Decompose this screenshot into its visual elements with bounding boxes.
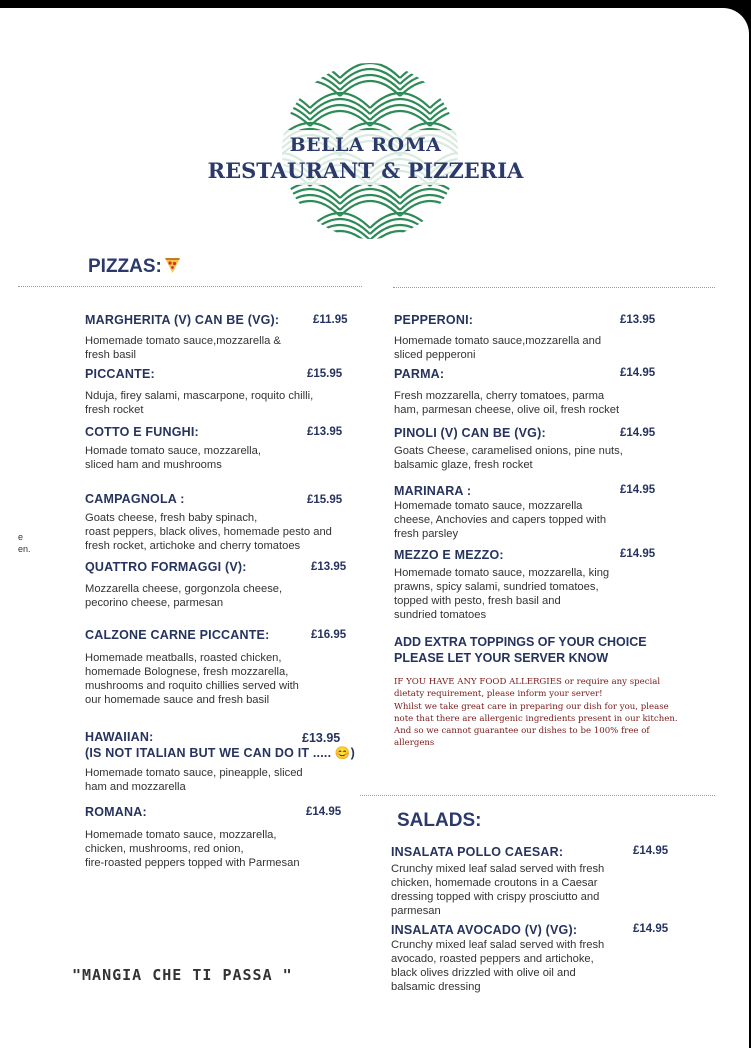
- extra-toppings-note: ADD EXTRA TOPPINGS OF YOUR CHOICE PLEASE LET YOUR SERVER KNOW: [394, 635, 647, 665]
- menu-item-desc: Homemade tomato sauce, pineapple, sliced ham and mozzarella: [85, 767, 303, 793]
- menu-item-desc: Homemade tomato sauce, mozzarella cheese, Anchovies and capers topped with fresh parsley: [394, 500, 607, 540]
- menu-item-name: CALZONE CARNE PICCANTE:: [85, 628, 270, 642]
- divider: [393, 287, 715, 288]
- menu-item-name: PICCANTE:: [85, 367, 155, 381]
- menu-item-price: £13.95: [311, 561, 347, 573]
- menu-item-desc: Crunchy mixed leaf salad served with fresh avocado, roasted peppers and artichoke, black olives drizzled with olive oil and balsamic dressing: [391, 939, 605, 993]
- pizza-icon: [164, 256, 181, 274]
- menu-item-price: £14.95: [620, 427, 656, 439]
- menu-item-name: CAMPAGNOLA :: [85, 492, 185, 506]
- menu-item-desc: Fresh mozzarella, cherry tomatoes, parma ham, parmesan cheese, olive oil, fresh rocket: [394, 390, 620, 416]
- menu-item-desc: Homemade meatballs, roasted chicken, homemade Bolognese, fresh mozzarella, mushrooms and roquito chillies served with our homemade sauce and fresh basil: [85, 652, 299, 706]
- motto: "MANGIA CHE TI PASSA ": [72, 966, 293, 984]
- menu-item-desc: Goats cheese, fresh baby spinach, roast peppers, black olives, homemade pesto and fresh rocket, artichoke and cherry tomatoes: [85, 512, 332, 552]
- menu-item-price: £15.95: [307, 368, 343, 380]
- edge-fragment: en.: [18, 544, 31, 554]
- menu-item-desc: Crunchy mixed leaf salad served with fresh chicken, homemade croutons in a Caesar dressing topped with crispy prosciutto and parmesan: [391, 863, 605, 917]
- menu-item-price: £15.95: [307, 494, 343, 506]
- menu-item-name: COTTO E FUNGHI:: [85, 425, 199, 439]
- menu-item-name: QUATTRO FORMAGGI (V):: [85, 560, 247, 574]
- menu-item-price: £14.95: [620, 548, 656, 560]
- menu-item-desc: Homemade tomato sauce,mozzarella and sliced pepperoni: [394, 335, 602, 361]
- brand-name: BELLA ROMA: [289, 134, 442, 156]
- menu-item-name: MARGHERITA (V) CAN BE (VG):: [85, 313, 280, 327]
- menu-item-price: £14.95: [620, 484, 656, 496]
- menu-item-desc: Homade tomato sauce, mozzarella, sliced ham and mushrooms: [85, 445, 261, 471]
- menu-item-price: £16.95: [311, 629, 347, 641]
- menu-item-price: £13.95: [307, 426, 343, 438]
- menu-item-name: INSALATA POLLO CAESAR:: [391, 845, 564, 859]
- edge-fragment: e: [18, 532, 24, 542]
- menu-item-name: MARINARA :: [394, 484, 472, 498]
- menu-item-desc: Nduja, firey salami, mascarpone, roquito chilli, fresh rocket: [85, 390, 314, 416]
- menu-item-name: MEZZO E MEZZO:: [394, 548, 504, 562]
- salads-heading: SALADS:: [397, 810, 482, 831]
- menu-item-desc: Homemade tomato sauce, mozzarella, king prawns, spicy salami, sundried tomatoes, topped with pesto, fresh basil and sundried tomatoes: [394, 567, 610, 621]
- menu-item-price: £13.95: [620, 314, 656, 326]
- allergy-notice: IF YOU HAVE ANY FOOD ALLERGIES or require any special dietaty requirement, please inform your server! Whilst we take great care in preparing our dish for you, please note that there are allergenic ingredients present in our kitchen. And so we cannot guarantee our dishes to be 100% free of allergens: [394, 677, 678, 749]
- brand-subtitle: RESTAURANT & PIZZERIA: [207, 158, 524, 183]
- menu-item-desc: Homemade tomato sauce,mozzarella & fresh basil: [85, 335, 281, 361]
- menu-item-price: £14.95: [633, 845, 669, 857]
- menu-item-name: INSALATA AVOCADO (V) (VG):: [391, 923, 578, 937]
- pizzas-heading: PIZZAS:: [88, 256, 181, 278]
- menu-item-price: £11.95: [313, 314, 348, 326]
- divider: [360, 795, 715, 796]
- menu-item-name: ROMANA:: [85, 805, 147, 819]
- menu-item-note: (IS NOT ITALIAN BUT WE CAN DO IT ..... 😊): [85, 746, 356, 760]
- divider: [18, 286, 362, 287]
- menu-item-name: HAWAIIAN:: [85, 730, 154, 744]
- menu-item-name: PARMA:: [394, 367, 445, 381]
- menu-item-price: £14.95: [306, 806, 342, 818]
- menu-item-price: £14.95: [620, 367, 656, 379]
- menu-item-name: PEPPERONI:: [394, 313, 474, 327]
- menu-item-price: £13.95: [302, 731, 341, 745]
- menu-item-desc: Mozzarella cheese, gorgonzola cheese, pecorino cheese, parmesan: [85, 583, 283, 609]
- menu-item-desc: Homemade tomato sauce, mozzarella, chicken, mushrooms, red onion, fire-roasted peppers topped with Parmesan: [85, 829, 300, 869]
- menu-item-price: £14.95: [633, 923, 669, 935]
- menu-item-desc: Goats Cheese, caramelised onions, pine nuts, balsamic glaze, fresh rocket: [394, 445, 623, 471]
- menu-item-name: PINOLI (V) CAN BE (VG):: [394, 426, 546, 440]
